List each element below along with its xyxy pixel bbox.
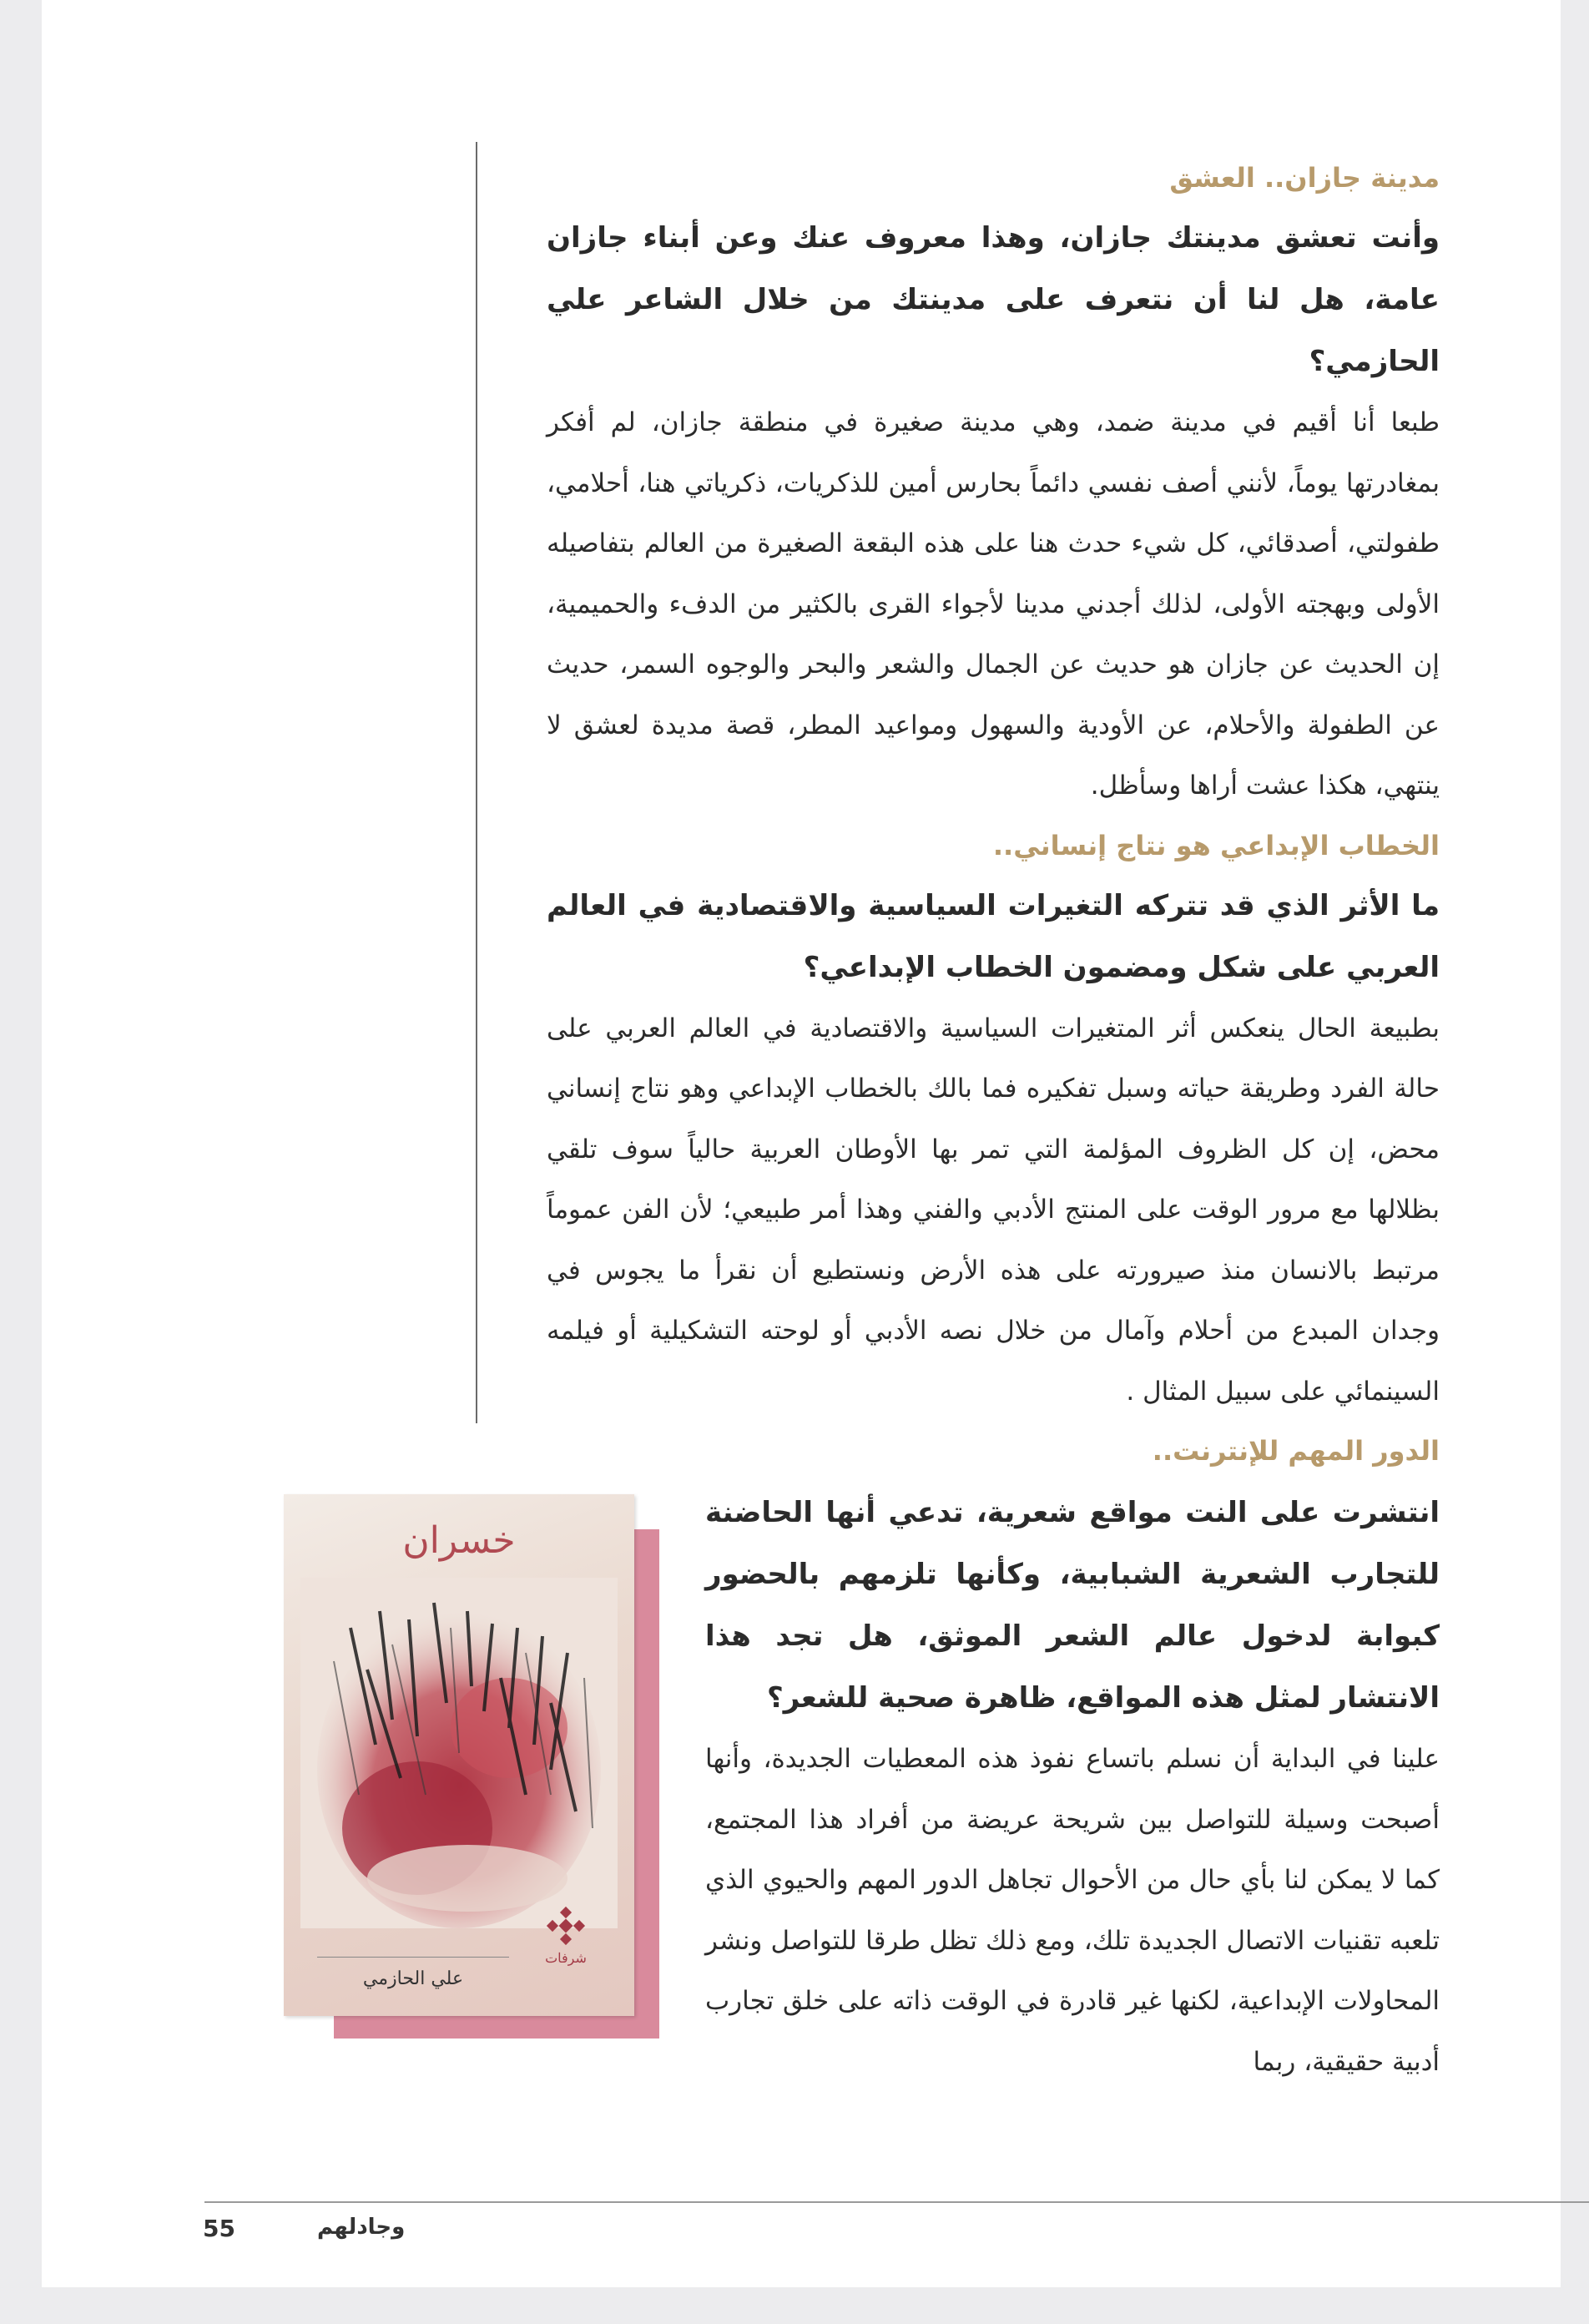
book-cover-image — [284, 1494, 659, 2045]
interview-question: انتشرت على النت مواقع شعرية، تدعي أنها الحاضنة للتجارب الشعرية الشبابية، وكأنها تلزمهم بالحضور كبوابة لدخول عالم الشعر الموثق، هل تجد هذا الانتشار لمثل هذه المواقع، ظاهرة صحية للشعر؟ — [705, 1496, 1440, 1715]
interview-question: ما الأثر الذي قد تتركه التغيرات السياسية والاقتصادية في العالم العربي على شكل ومضمون الخطاب الإبداعي؟ — [547, 888, 1440, 984]
author-divider — [317, 1957, 509, 1958]
section-heading: مدينة جازان.. العشق — [1169, 162, 1440, 194]
article-column-bottom — [705, 1482, 1440, 2092]
article-column-top — [547, 149, 1440, 1480]
footer-divider — [204, 2201, 1589, 2203]
interview-answer: طبعا أنا أقيم في مدينة ضمد، وهي مدينة صغيرة في منطقة جازان، لم أفكر بمغادرتها يوماً، لأنني أصف نفسي دائماً بحارس أمين للذكريات، ذكرياتي هنا، أحلامي، طفولتي، أصدقائي، كل شيء حدث هنا على هذه البقعة الصغيرة من العالم بتفاصيله الأولى وبهجته الأولى، لذلك أجدني مدينا لأجواء القرى بالكثير من الدفء والحميمية، إن الحديث عن جازان هو حديث عن الجمال والشعر والبحر والوجوه السمر، حديث عن الطفولة والأحلام، عن الأودية والسهول ومواعيد المطر، قصة مديدة لعشق لا ينتهي، هكذا عشت أراها وسأظل. — [547, 407, 1440, 801]
magazine-page — [42, 0, 1561, 2287]
publisher-name: شرفات — [545, 1950, 587, 1966]
interview-answer: بطبيعة الحال ينعكس أثر المتغيرات السياسية والاقتصادية في العالم العربي على حالة الفرد وطريقة حياته وسبل تفكيره فما بالك بالخطاب الإبداعي وهو نتاج إنساني محض، إن كل الظروف المؤلمة التي تمر بها الأوطان العربية حالياً سوف تلقي بظلالها مع مرور الوقت على المنتج الأدبي والفني وهذا أمر طبيعي؛ لأن الفن عموماً مرتبط بالانسان منذ صيرورته على هذه الأرض ونستطيع أن نقرأ ما يجوس في وجدان المبدع من أحلام وآمال من خلال نصه الأدبي أو لوحته التشكيلية أو فيلمه السينمائي على سبيل المثال . — [547, 1013, 1440, 1407]
interview-question: وأنت تعشق مدينتك جازان، وهذا معروف عنك وعن أبناء جازان عامة، هل لنا أن نتعرف على مدينتك من خلال الشاعر علي الحازمي؟ — [547, 221, 1440, 378]
column-divider — [476, 142, 477, 1423]
section-heading: الدور المهم للإنترنت.. — [1152, 1435, 1440, 1467]
magazine-name: وجادلهم — [317, 2215, 406, 2240]
section-heading: الخطاب الإبداعي هو نتاج إنساني.. — [992, 829, 1440, 861]
publisher-logo — [541, 1905, 591, 1966]
book-cover-painting — [300, 1578, 618, 1928]
interview-answer: علينا في البداية أن نسلم باتساع نفوذ هذه المعطيات الجديدة، وأنها أصبحت وسيلة للتواصل بين شريحة عريضة من أفراد هذا المجتمع، كما لا يمكن لنا بأي حال من الأحوال تجاهل الدور المهم والحيوي الذي تلعبه تقنيات الاتصال الجديدة تلك، ومع ذلك تظل طرقا للتواصل ونشر المحاولات الإبداعية، لكنها غير قادرة في الوقت ذاته على خلق تجارب أدبية حقيقية، ربما — [705, 1744, 1440, 2077]
book-title: خسران — [402, 1519, 516, 1562]
book-front — [284, 1494, 634, 2016]
book-author: علي الحازمي — [362, 1968, 464, 1989]
page-number: 55 — [203, 2215, 235, 2242]
publisher-emblem-icon — [545, 1905, 587, 1947]
